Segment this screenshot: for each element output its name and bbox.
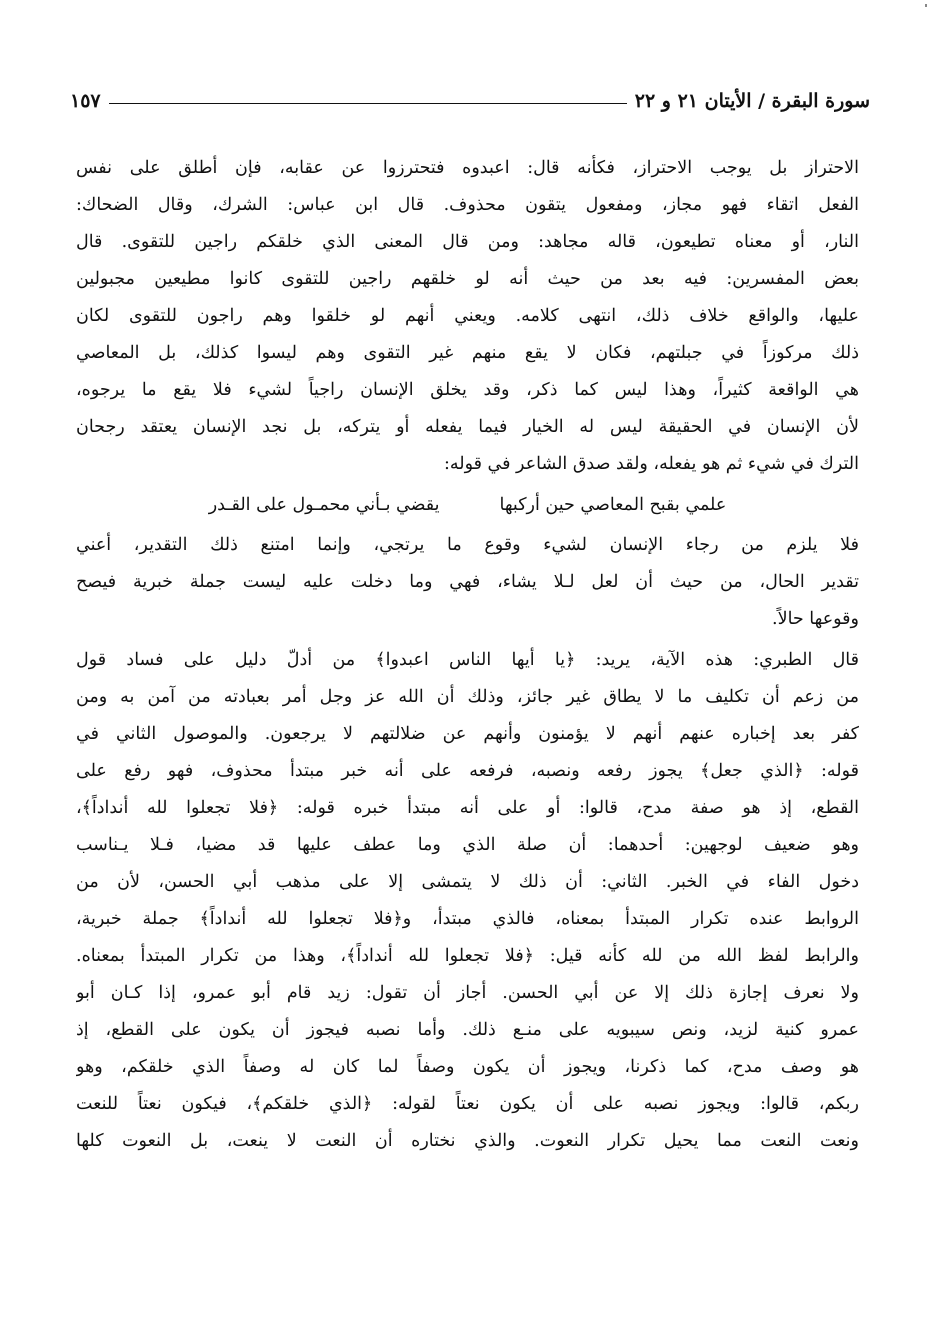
text-line: دخول الفاء في الخبر. الثاني: أن ذلك لا يتمشى إلا على مذهب أبي الحسن، لأن من bbox=[76, 872, 859, 892]
text-line: الروابط عنده تكرار المبتدأ بمعناه، فالذي مبتدأ، و﴿فلا تجعلوا لله أنداداً﴾ جملة خبرية، bbox=[76, 909, 859, 929]
paragraph-1 bbox=[76, 150, 859, 483]
text-line: والرابط لفظ الله من لله كأنه قيل: ﴿فلا تجعلوا لله أنداداً﴾، وهذا من تكرار المبتدأ بمعناه. bbox=[76, 946, 859, 966]
text-line: ربكم، قالوا: ويجوز نصبه على أن يكون نعتاً لقوله: ﴿الذي خلقكم﴾، فيكون نعتاً للنعت bbox=[76, 1094, 859, 1114]
text-line: الاحتراز بل يوجب الاحتراز، فكأنه قال: اعبدوه فتحترزوا عن عقابه، فإن أطلق على نفس bbox=[76, 158, 859, 178]
text-line: هو وصف مدح، كما ذكرنا، ويجوز أن يكون وصفاً لما كان له وصفاً الذي خلقكم، وهو bbox=[76, 1057, 859, 1077]
header-title: سورة البقرة / الأيتان ٢١ و ٢٢ bbox=[634, 90, 870, 112]
text-line: وهو ضعيف لوجهين: أحدهما: أن صلة الذي وما عطف عليها قد مضيا، فـلا يـناسب bbox=[76, 835, 859, 855]
text-line: ولا نعرف إجازة ذلك إلا عن أبي الحسن. أجاز أن تقول: زيد قام أبو عمرو، إذا كـان أبو bbox=[76, 983, 859, 1003]
paragraph-3 bbox=[76, 642, 859, 1160]
verse-hemistich-2: يقضي بـأني محمـول على القـدر bbox=[208, 495, 440, 515]
text-line: قال الطبري: هذه الآية، يريد: ﴿يا أيها الناس اعبدوا﴾ من أدلّ دليل على فساد قول bbox=[76, 650, 859, 670]
text-line: بعض المفسرين: فيه بعد من حيث أنه لو خلقهم راجين للتقوى كانوا مطيعين مجبولين bbox=[76, 269, 859, 289]
text-line: الترك في شيء ثم هو يفعله، ولقد صدق الشاعر في قوله: bbox=[443, 454, 859, 474]
text-line: النار، أو معناه تطيعون، قاله مجاهد: ومن قال المعنى الذي خلقكم راجين للتقوى. قال bbox=[76, 232, 859, 252]
paragraph-2 bbox=[76, 527, 859, 638]
text-line: لأن الإنسان في الحقيقة ليس له الخيار فيما يفعله أو يتركه، بل نجد الإنسان يعتقد رجحان bbox=[76, 417, 859, 437]
text-line: ونعت النعت مما يحيل تكرار النعوت. والذي نختاره أن النعت لا ينعت، بل النعوت كلها bbox=[76, 1131, 859, 1151]
poetry-verse bbox=[76, 483, 859, 527]
text-line: الفعل اتقاء فهو مجاز، ومفعول يتقون محذوف. قال ابن عباس: الشرك، وقال الضحاك: bbox=[76, 195, 859, 215]
header-rule bbox=[109, 103, 627, 104]
text-line: ذلك مركوزاً في جبلتهم، فكان لا يقع منهم غير التقوى وهم ليسوا كذلك، بل المعاصي bbox=[76, 343, 859, 363]
scan-mark bbox=[925, 4, 927, 7]
text-line: القطع، إذ هو صفة مدح، قالوا: أو على أنه مبتدأ خبره قوله: ﴿فلا تجعلوا لله أنداداً﴾، bbox=[76, 798, 859, 818]
text-line: عمرو كنية لزيد، ونص سيبويه على منـع ذلك. وأما نصبه فيجوز أن يكون على القطع، إذ bbox=[76, 1020, 859, 1040]
text-line: وقوعها حالاً. bbox=[772, 609, 859, 629]
text-line: قوله: ﴿الذي جعل﴾ يجوز رفعه ونصبه، فرفعه على أنه خبر مبتدأ محذوف، فهو رفع على bbox=[76, 761, 859, 781]
text-line: عليها، والواقع خلاف ذلك، انتهى كلامه. ويعني أنهم لو خلقوا وهم راجون للتقوى لكان bbox=[76, 306, 859, 326]
text-line: من زعم أن تكليف ما لا يطاق غير جائز، وذلك أن الله عز وجل أمر بعبادته من آمن به ومن bbox=[76, 687, 859, 707]
text-line: هي الواقعة كثيراً، وهذا ليس كما ذكر، وقد يخلق الإنسان راجياً لشيء فلا يقع ما يرجوه، bbox=[76, 380, 859, 400]
page-number: ١٥٧ bbox=[70, 90, 101, 112]
text-line: فلا يلزم من رجاء الإنسان لشيء وقوع ما يرتجي، وإنما امتنع ذلك التقدير، أعني bbox=[76, 535, 859, 555]
text-line: كفر بعد إخباره عنهم أنهم لا يؤمنون وأنهم عن ضلالتهم لا يرجعون. والموصول الثاني في bbox=[76, 724, 859, 744]
verse-hemistich-1: علمي بقبح المعاصي حين أركبها bbox=[499, 495, 727, 515]
page-body bbox=[76, 150, 859, 1160]
running-header bbox=[70, 78, 870, 112]
text-line: تقدير الحال، من حيث أن لعل لـلا يشاء، فهي وما دخلت عليه ليست جملة خبرية فيصح bbox=[76, 572, 859, 592]
